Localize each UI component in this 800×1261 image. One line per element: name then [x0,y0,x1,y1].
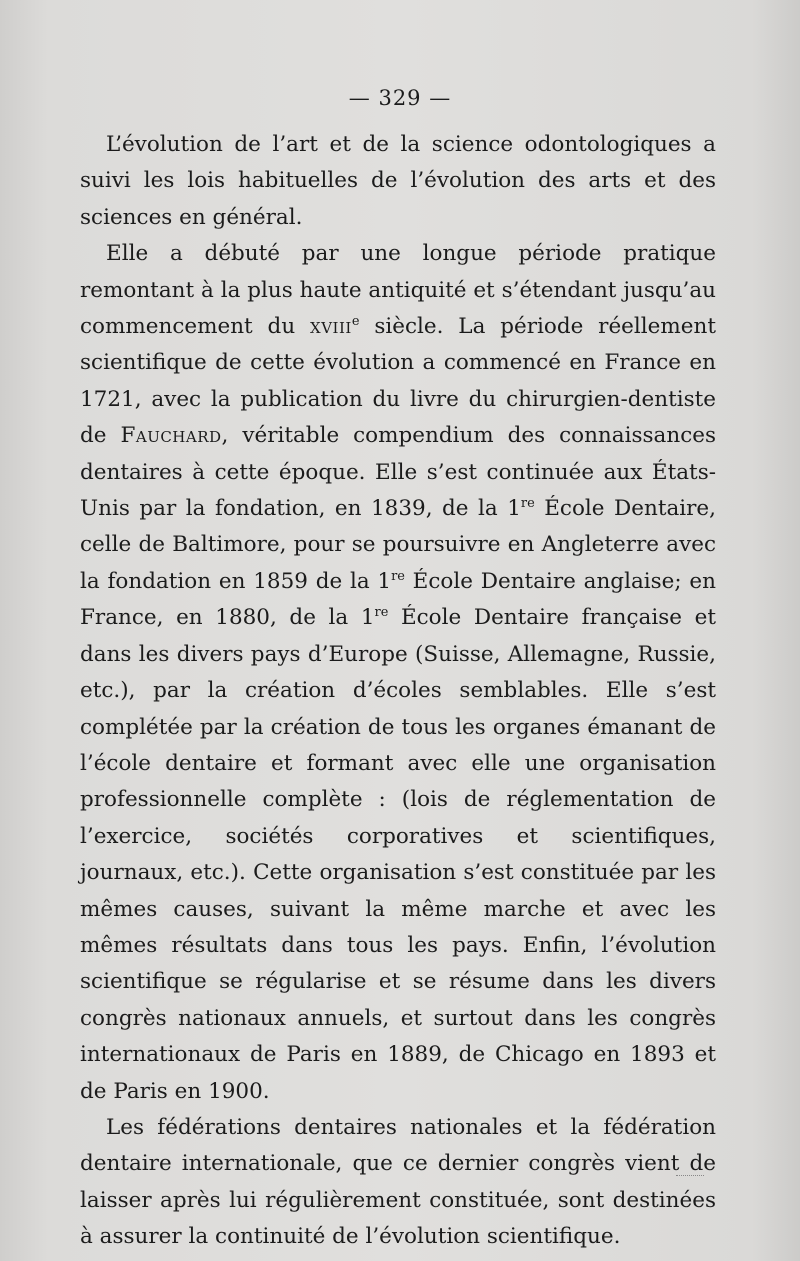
superscript: re [374,605,389,621]
paragraph [80,127,716,236]
text-run: siècle. La période réellement scientifique de cette évolution a commencé en France en 1721, avec la publication du livre du chirurgien-dentiste de [80,314,716,449]
printer-mark [676,1175,704,1176]
small-caps-text: Fauchard [120,423,222,449]
small-caps-text: xviii [310,314,352,340]
superscript: re [391,568,405,584]
text-run: Elle a débuté par une longue période pratique remontant à la plus haute antiquité et s’étendant jusqu’au commencement du [80,241,716,340]
text-run: Les fédérations dentaires nationales et la fédération dentaire internationale, que ce dernier congrès vient de laisser après lui régulièrement constituée, sont destinées à assurer la continuité de l’évolution scientifique. [80,1114,716,1250]
paragraph [80,236,716,1110]
text-run: École Dentaire anglaise; en France, en 1880, de la 1 [80,568,716,631]
paragraph [80,1110,716,1256]
superscript: re [520,495,535,511]
text-run: École Dentaire, celle de Baltimore, pour se poursuivre en Angleterre avec la fondation en 1859 de la 1 [80,496,716,594]
text-run: , véritable compendium des connaissances dentaires à cette époque. Elle s’est continuée aux États-Unis par la fondation, en 1839, de la 1 [80,423,716,522]
superscript: e [351,313,360,329]
body-text [80,127,716,1256]
text-run: École Dentaire française et dans les divers pays d’Europe (Suisse, Allemagne, Russie, etc.), par la création d’écoles semblables. Elle s’est complétée par la création de tous les organes émanant de l’école dentaire et formant avec elle une organisation professionnelle complète : (lois de réglementation de l’exercice, sociétés corporatives et scientifiques, journaux, etc.). Cette organisation s’est constituée par les mêmes causes, suivant la même marche et avec les mêmes résultats dans tous les pays. Enfin, l’évolution scientifique se régularise et se résume dans les divers congrès nationaux annuels, et surtout dans les congrès internationaux de Paris en 1889, de Chicago en 1893 et de Paris en 1900. [80,605,716,1104]
page-number: — 329 — [348,86,452,110]
text-run: L’évolution de l’art et de la science odontologiques a suivi les lois habituelles de l’évolution des arts et des sciences en général. [80,132,716,230]
